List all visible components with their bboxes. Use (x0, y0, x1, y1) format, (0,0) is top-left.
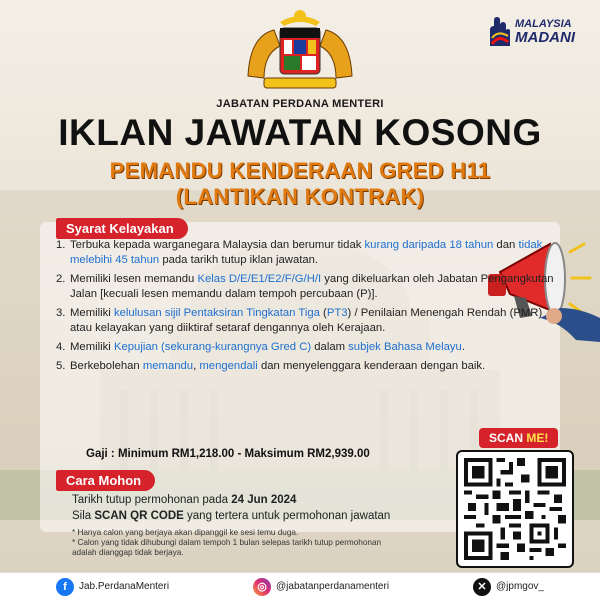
req-text-a: Terbuka kepada warganegara Malaysia dan berumur tidak (70, 239, 365, 251)
x-icon: ✕ (473, 578, 491, 596)
requirement-text (70, 238, 556, 268)
req-highlight-d: subjek Bahasa Melayu (348, 341, 462, 353)
facebook-link[interactable] (56, 578, 169, 596)
req-text-a: Memiliki (70, 341, 114, 353)
application-instructions (72, 492, 452, 524)
x-handle: @jpmgov_ (496, 581, 544, 592)
closing-date-line (72, 492, 452, 508)
facebook-handle: Jab.PerdanaMenteri (78, 581, 170, 592)
requirement-item (56, 306, 556, 336)
cara-heading: Cara Mohon (56, 470, 155, 491)
malaysia-madani-logo (486, 14, 582, 50)
closing-date: 24 Jun 2024 (231, 494, 297, 506)
page-title: IKLAN JAWATAN KOSONG (58, 112, 542, 153)
req-highlight-d: PT3 (326, 307, 348, 319)
scan-text-a: Sila (72, 510, 95, 522)
requirements-list (56, 238, 556, 378)
requirement-number: 2. (56, 273, 66, 285)
req-highlight-b: kelulusan sijil Pentaksiran Tingkatan Tiga (113, 307, 320, 319)
scan-text-b: SCAN QR CODE (94, 510, 184, 522)
req-highlight-d: mengendali (199, 360, 258, 372)
scan-instruction-line (72, 508, 452, 524)
requirement-number: 1. (56, 239, 66, 251)
qr-code-container[interactable] (456, 450, 574, 568)
requirement-number: 4. (56, 341, 66, 353)
req-text-c: dan (493, 239, 519, 251)
syarat-heading: Syarat Kelayakan (56, 218, 188, 239)
req-text-a: Memiliki lesen memandu (70, 273, 198, 285)
req-text-c: dalam (311, 341, 349, 353)
note-2: * Calon yang tidak dihubungi dalam tempoh 1 bulan selepas tarikh tutup permohonan adalah dianggap tidak berjaya. (72, 538, 382, 557)
requirement-text (70, 340, 556, 355)
req-text-e: pada tarikh tutup iklan jawatan. (159, 254, 319, 266)
job-type: (LANTIKAN KONTRAK) (175, 184, 425, 209)
note-1: * Hanya calon yang berjaya akan dipanggil ke sesi temu duga. (72, 528, 299, 537)
requirement-text (70, 359, 556, 374)
social-footer (0, 572, 600, 600)
scan-label: SCAN (489, 431, 524, 445)
scan-text-c: yang tertera untuk permohonan jawatan (183, 510, 391, 522)
req-text-c: yang dikeluarkan oleh Jabatan Pengangkutan Jalan [kecuali lesen memandu dalam tempoh percubaan (P)]. (70, 273, 554, 300)
req-highlight-b: memandu (142, 360, 194, 372)
requirement-number: 3. (56, 307, 66, 319)
requirement-item (56, 340, 556, 355)
scan-label-me: ME! (526, 431, 549, 445)
qr-code[interactable] (464, 458, 566, 560)
instagram-handle: @jabatanperdanamenteri (276, 581, 390, 592)
req-text-e: ) / Penilaian Menengah Rendah (PMR) atau kelayakan yang diiktiraf setaraf dengannya oleh Kerajaan. (70, 307, 543, 334)
req-text-a: Memiliki (70, 307, 114, 319)
requirement-item (56, 359, 556, 374)
requirement-number: 5. (56, 360, 66, 372)
job-title: PEMANDU KENDERAAN GRED H11 (109, 158, 491, 183)
department-name: JABATAN PERDANA MENTERI (216, 98, 384, 110)
instagram-icon: ◎ (253, 578, 271, 596)
instagram-link[interactable] (253, 578, 389, 596)
logo-text-bottom: MADANI (515, 29, 575, 46)
madani-hand-icon (486, 16, 512, 48)
x-link[interactable] (473, 578, 544, 596)
req-text-e: . (461, 341, 465, 353)
req-highlight-b: kurang daripada 18 tahun (364, 239, 494, 251)
req-highlight-d: tidak melebihi 45 tahun (70, 239, 543, 266)
req-text-c: , (193, 360, 200, 372)
req-highlight-b: Kelas D/E/E1/E2/F/G/H/I (197, 273, 322, 285)
req-text-a: Berkebolehan (70, 360, 143, 372)
closing-date-label: Tarikh tutup permohonan pada (72, 494, 232, 506)
req-highlight-b: Kepujian (sekurang-kurangnya Gred C) (113, 341, 312, 353)
scan-me-badge (479, 428, 558, 448)
salary-range: Gaji : Minimum RM1,218.00 - Maksimum RM2,939.00 (86, 448, 370, 460)
logo-text-top: MALAYSIA (515, 18, 572, 30)
notes (72, 528, 392, 558)
requirement-item (56, 238, 556, 268)
requirement-item (56, 272, 556, 302)
coat-of-arms (240, 6, 360, 94)
requirement-text (70, 306, 556, 336)
facebook-icon: f (56, 578, 74, 596)
req-text-e: dan menyelenggara kenderaan dengan baik. (257, 360, 486, 372)
requirement-text (70, 272, 556, 302)
req-text-c: ( (319, 307, 327, 319)
